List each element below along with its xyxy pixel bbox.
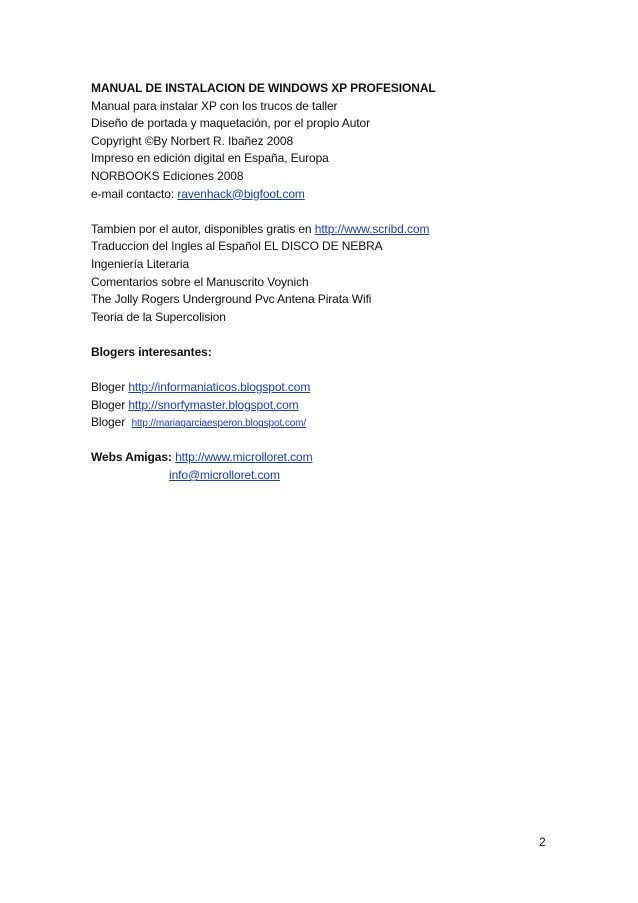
friends-email-link[interactable]: info@microlloret.com [169,468,280,483]
bloggers-heading: Blogers interesantes: [91,344,212,359]
other-work-item: Traduccion del Ingles al Español EL DISCO DE NEBRA [91,239,383,254]
copyright-line: Copyright ©By Norbert R. Ibañez 2008 [91,133,294,148]
other-work-item: The Jolly Rogers Underground Pvc Antena Pirata Wifi [91,292,372,307]
other-works-intro: Tambien por el autor, disponibles gratis en [91,221,315,236]
spacer [91,326,571,344]
print-info-line: Impreso en edición digital en España, Europa [91,151,329,166]
blogger-label: Bloger [91,415,132,430]
email-label: e-mail contacto: [91,186,178,201]
friends-website-link[interactable]: http://www.microlloret.com [175,450,313,465]
blogger-line [91,379,571,397]
spacer [91,362,571,380]
other-work-item: Comentarios sobre el Manuscrito Voynich [91,274,309,289]
blogger-link[interactable]: http://mariagarciaesperon.blogspot.com/ [131,418,307,430]
friends-label: Webs Amigas: [91,450,176,465]
other-work-item: Teoria de la Supercolision [91,309,226,324]
page-content [91,80,571,485]
blogger-line [91,397,571,415]
blogger-link[interactable]: http://informaniaticos.blogspot.com [128,380,311,395]
friends-line [91,449,571,467]
email-contact-line [91,186,571,204]
publisher-line: NORBOOKS Ediciones 2008 [91,168,244,183]
email-link[interactable]: ravenhack@bigfoot.com [177,186,305,201]
spacer [91,203,571,221]
other-work-item: Ingeniería Literaria [91,256,190,271]
scribd-link[interactable]: http://www.scribd.com [314,221,430,236]
blogger-label: Bloger [91,397,129,412]
page-number: 2 [539,835,546,849]
blogger-link[interactable]: http://snorfymaster.blogspot.com [128,397,299,412]
design-credit-line: Diseño de portada y maquetación, por el propio Autor [91,116,370,131]
blogger-label: Bloger [91,380,129,395]
friends-email-line [91,467,571,485]
other-works-intro-line [91,221,571,239]
spacer [91,432,571,450]
blogger-line [91,414,571,432]
document-title: MANUAL DE INSTALACION DE WINDOWS XP PROFESIONAL [91,81,436,95]
subtitle-line: Manual para instalar XP con los trucos de taller [91,98,338,113]
